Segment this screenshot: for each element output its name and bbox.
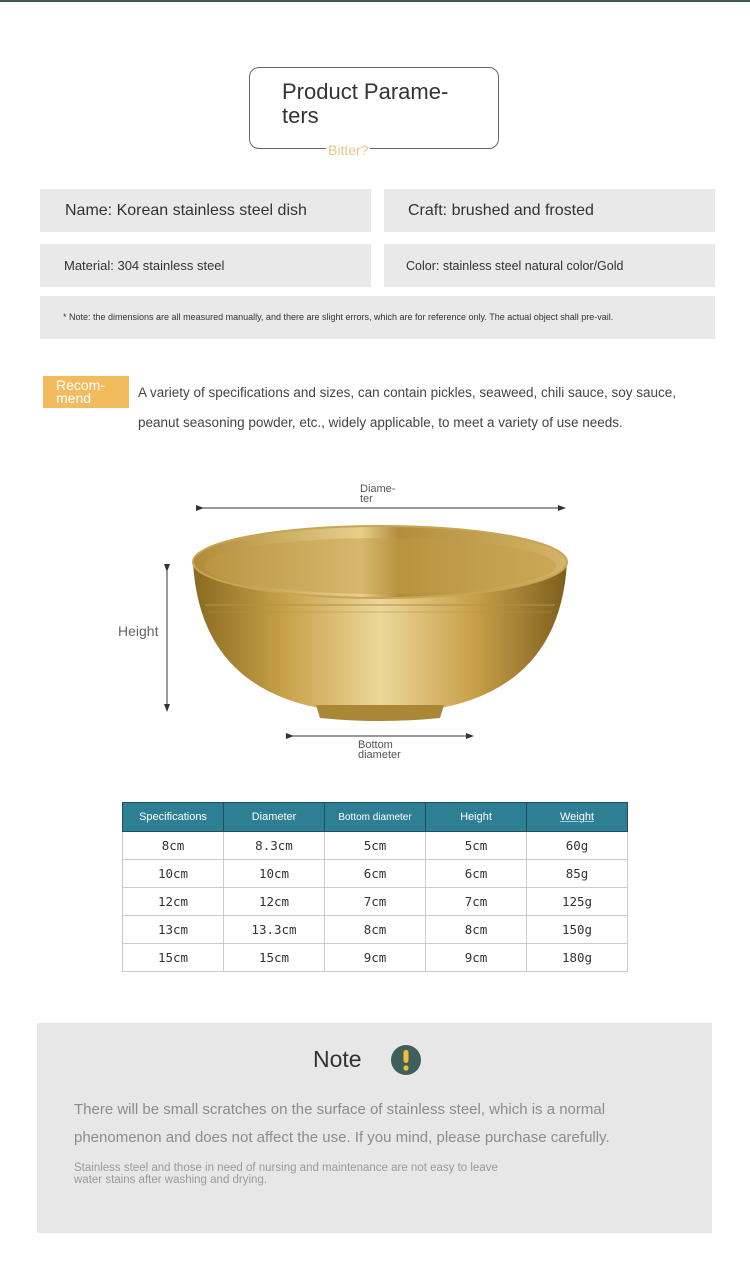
note-title: Note [313,1046,362,1072]
table-cell: 10cm [123,860,224,888]
top-divider [0,0,750,2]
table-cell: 7cm [426,888,527,916]
table-cell: 8cm [426,916,527,944]
page-title: Product Parame- ters [282,79,449,128]
note-small-text: Stainless steel and those in need of nursing and maintenance are not easy to leave water stains after washing and drying. [74,1162,498,1186]
table-cell: 8cm [325,916,426,944]
param-name: Name: Korean stainless steel dish [40,189,371,232]
bottom-diameter-label: Bottom diameter [358,739,401,761]
header-bottom-diameter: Bottom diameter [325,803,426,832]
bowl-foot [316,705,444,721]
title-subtitle: Bitter? [328,142,369,158]
note-text: There will be small scratches on the surface of stainless steel, which is a normal phenomenon and does not affect the use. If you mind, please purchase carefully. [74,1101,610,1146]
table-cell: 85g [527,860,628,888]
table-cell: 10cm [224,860,325,888]
recommend-text: A variety of specifications and sizes, can contain pickles, seaweed, chili sauce, soy sauce, peanut seasoning powder, etc., widely applicable, to meet a variety of use needs. [138,385,677,430]
table-cell: 8.3cm [224,832,325,860]
table-cell: 180g [527,944,628,972]
recommend-badge: Recom- mend [43,376,129,408]
table-cell: 125g [527,888,628,916]
diameter-label: Diame- ter [360,483,396,505]
table-cell: 6cm [325,860,426,888]
table-cell: 13cm [123,916,224,944]
header-specifications: Specifications [123,803,224,832]
header-weight: Weight [527,803,628,832]
table-cell: 9cm [426,944,527,972]
table-cell: 5cm [426,832,527,860]
table-row [123,944,628,972]
table-row [123,916,628,944]
table-cell: 6cm [426,860,527,888]
table-cell: 15cm [224,944,325,972]
table-cell: 7cm [325,888,426,916]
param-note: * Note: the dimensions are all measured manually, and there are slight errors, which are for reference only. The actual object shall pre-vail. [40,296,715,339]
param-color: Color: stainless steel natural color/Gold [384,244,715,287]
bowl-diagram [100,470,620,770]
table-row [123,860,628,888]
table-cell: 5cm [325,832,426,860]
spec-table [122,802,628,972]
table-cell: 150g [527,916,628,944]
param-craft: Craft: brushed and frosted [384,189,715,232]
height-label: Height [118,623,159,639]
table-cell: 12cm [123,888,224,916]
table-row [123,888,628,916]
param-material: Material: 304 stainless steel [40,244,371,287]
header-diameter: Diameter [224,803,325,832]
table-cell: 15cm [123,944,224,972]
bowl-inner [204,538,556,594]
table-cell: 60g [527,832,628,860]
table-cell: 13.3cm [224,916,325,944]
table-cell: 9cm [325,944,426,972]
table-cell: 8cm [123,832,224,860]
exclamation-icon [390,1044,422,1076]
table-cell: 12cm [224,888,325,916]
header-height: Height [426,803,527,832]
table-row [123,832,628,860]
